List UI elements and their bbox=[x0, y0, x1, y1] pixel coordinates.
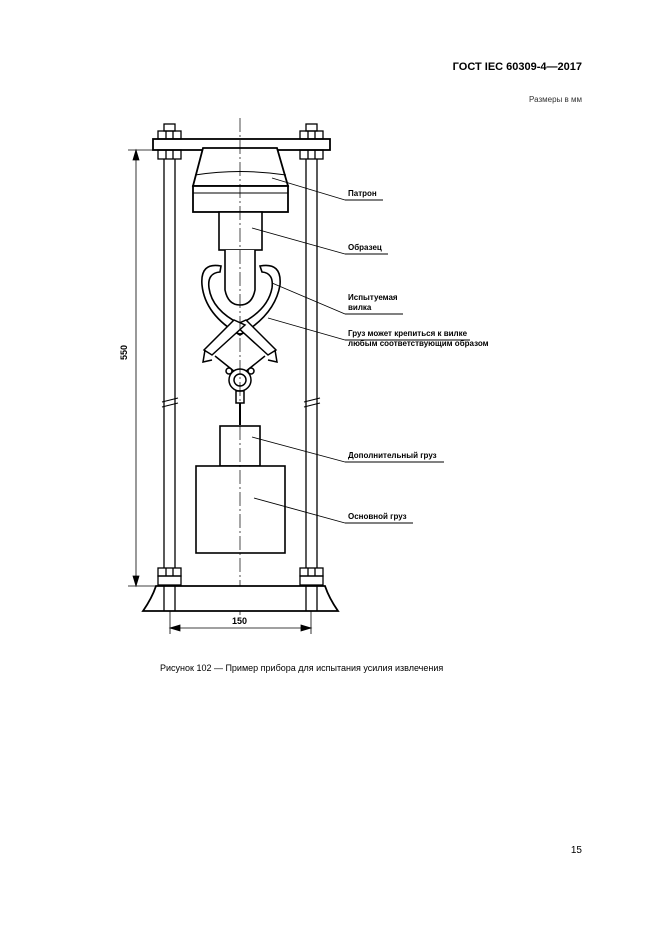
callout-specimen: Образец bbox=[348, 243, 382, 252]
callout-cartridge: Патрон bbox=[348, 189, 377, 198]
specimen bbox=[219, 212, 262, 305]
callout-main-weight: Основной груз bbox=[348, 512, 407, 521]
height-dimension bbox=[128, 150, 158, 586]
base bbox=[143, 568, 338, 611]
standard-title: ГОСТ IEC 60309-4—2017 bbox=[452, 61, 582, 73]
callout-additional-weight: Дополнительный груз bbox=[348, 451, 437, 460]
main-weight bbox=[196, 466, 285, 553]
dimensions-note: Размеры в мм bbox=[529, 95, 582, 104]
callout-tested-plug: Испытуемая вилка bbox=[348, 293, 398, 312]
callout-attachment: Груз может крепиться к вилке любым соответствующим образом bbox=[348, 329, 489, 348]
cartridge bbox=[193, 148, 288, 212]
page-number: 15 bbox=[570, 845, 582, 856]
width-dimension-value: 150 bbox=[232, 616, 248, 626]
height-dimension-value: 550 bbox=[119, 344, 129, 360]
figure-caption: Рисунок 102 — Пример прибора для испытания усилия извлечения bbox=[160, 663, 444, 673]
